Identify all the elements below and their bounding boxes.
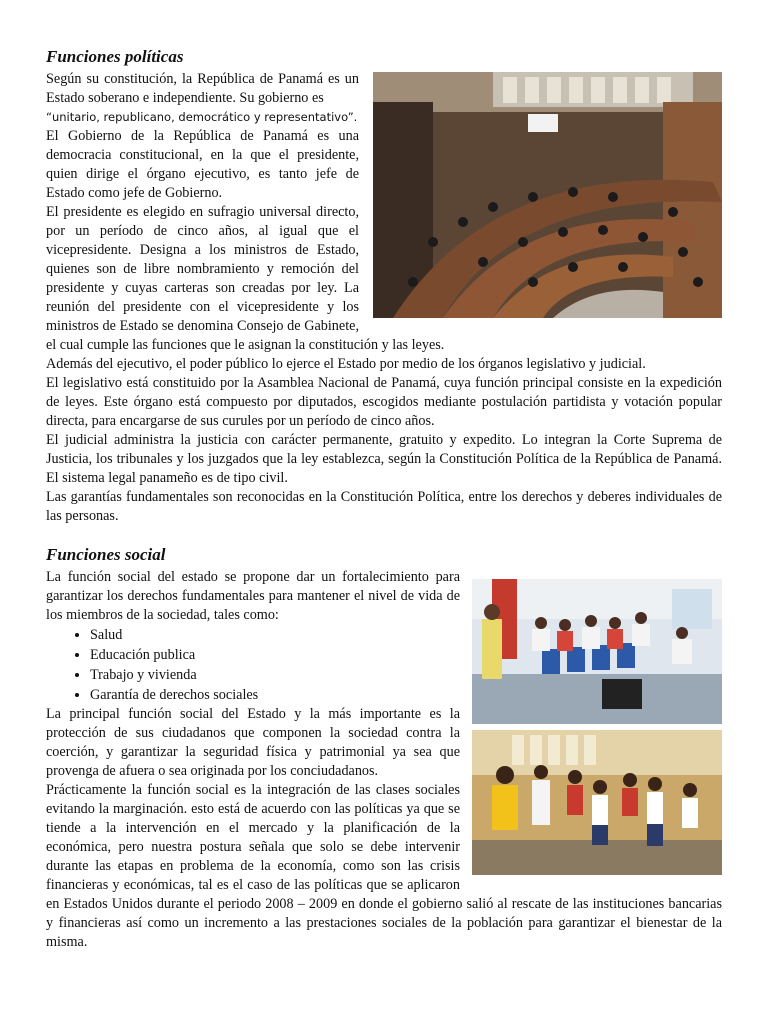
section-title-social: Funciones social — [46, 545, 166, 564]
list-item: • Trabajo y vivienda — [90, 665, 722, 685]
government-type-quote: “unitario, republicano, democrático y representativo”. — [46, 110, 358, 124]
assembly-hall-photo — [373, 72, 722, 318]
children-event-photo — [472, 730, 722, 875]
politicas-paragraph-7: Las garantías fundamentales son reconocidas en la Constitución Política, entre los derechos y deberes individuales de las personas. — [46, 489, 722, 524]
politicas-paragraph-5: El legislativo está constituido por la Asamblea Nacional de Panamá, cuya función principal consiste en la expedición de leyes. Este órgano está compuesto por diputados, escogidos mediante postulación partidista y votación popular directa, para encargarse de sus curules por un período de cinco años. — [46, 375, 722, 429]
politicas-paragraph-3: El presidente es elegido en sufragio universal directo, por un período de cinco años, al igual que el vicepresidente. Designa a los ministros de Estado, quienes son de libre nombramiento y remoción del presidente y cuyas carteras son creadas por ley. La reunión del presidente con el vicepresidente y los ministros de Estado se denomina Consejo de Gabinete, el cual cumple las funciones que le asignan la constitución y las leyes. — [46, 204, 445, 353]
section-title-politicas: Funciones políticas — [46, 47, 184, 66]
section-social — [46, 544, 722, 952]
document-page — [46, 46, 722, 952]
list-item: • Garantía de derechos sociales — [90, 685, 722, 705]
social-paragraph-3: Prácticamente la función social es la integración de las clases sociales evitando la marginación. esto está de acuerdo con las políticas ya que se tiende a la intervención en el mercado y la planificación de la económica, pero nuestra postura señala que solo se debe intervenir durante las etapas en problema de la economía, como son las crisis financieras y económicas, tal es el caso de las políticas que se aplicaron en Estados Unidos durante el periodo 2008 – 2009 en donde el gobierno salió al rescate de las instituciones bancarias y financieras así como un incremento a las prestaciones sociales de la población para garantizar el bienestar de la misma. — [46, 782, 722, 950]
politicas-paragraph-1: Según su constitución, la República de Panamá es un Estado soberano e independiente. Su gobierno es — [46, 71, 359, 106]
politicas-paragraph-6: El judicial administra la justicia con carácter permanente, gratuito y expedito. Lo integran la Corte Suprema de Justicia, los tribunales y los juzgados que la ley establezca, según la Constitución Política de la República de Panamá. El sistema legal panameño es de tipo civil. — [46, 432, 722, 486]
community-meeting-photo — [472, 579, 722, 724]
social-paragraph-2: La principal función social del Estado y la más importante es la protección de sus ciudadanos que componen la sociedad contra la coerción, y garantizar la seguridad física y patrimonial ya sea que provenga de afuera o sea originada por los conciudadanos. — [46, 706, 460, 779]
list-item: • Educación publica — [90, 645, 722, 665]
list-item: • Salud — [90, 625, 722, 645]
politicas-paragraph-2: El Gobierno de la República de Panamá es una democracia constitucional, en la que el presidente, quien dirige el órgano ejecutivo, es tanto jefe de Estado como jefe de Gobierno. — [46, 128, 359, 201]
social-paragraph-1: La función social del estado se propone dar un fortalecimiento para garantizar los derechos fundamentales para mantener el nivel de vida de los miembros de la sociedad, tales como: — [46, 569, 460, 623]
politicas-paragraph-4: Además del ejecutivo, el poder público lo ejerce el Estado por medio de los órganos legislativo y judicial. — [46, 356, 646, 372]
